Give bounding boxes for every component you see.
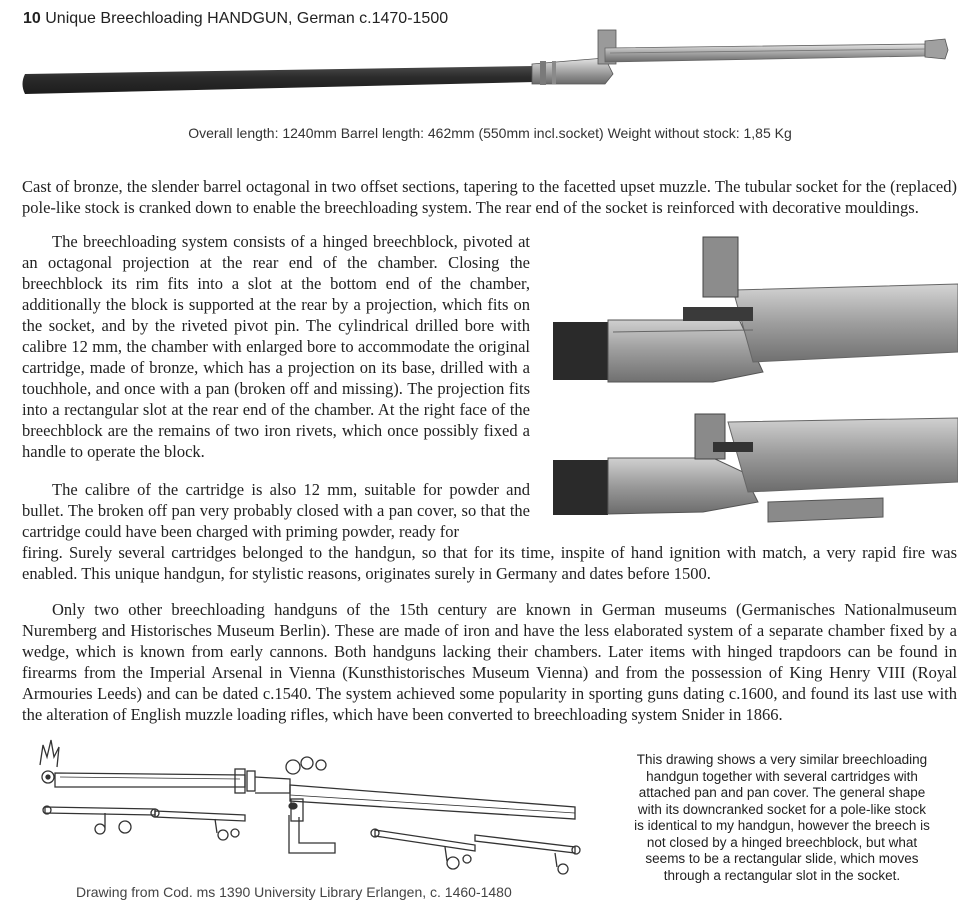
- barrel-detail: [733, 284, 958, 362]
- socket-detail: [608, 317, 763, 382]
- lot-title: [23, 10, 448, 28]
- paragraph-mechanism: The breechloading system consists of a hinged breechblock, pivoted at an octagonal projection at the rear end of the chamber. Closing the breechblock its rim fits into a slot at the bottom end of the chamber, additionally the block is supported at the rear by a projection, which fits on the socket, and by the riveted pivot pin. The cylindrical drilled bore with calibre 12 mm, the chamber with enlarged bore to accommodate the original cartridge, made of bronze, which has a projection on its base, drilled with a touchhole, and once with a pan (broken off and missing). The projection fits into a rectangular slot at the rear end of the chamber. At the right face of the breechblock are the remains of two iron rivets, which once possibly fixed a handle to operate the block.: [22, 232, 530, 461]
- breech-open-photo: [553, 232, 958, 402]
- breechblock-open: [703, 237, 738, 297]
- title-caps: HANDGUN: [207, 10, 289, 27]
- lot-number: 10: [23, 10, 41, 27]
- paragraph-calibre-continued: firing. Surely several cartridges belonged to the handgun, so that for its time, inspite of hand ignition with match, a very rapid fire was enabled. This unique handgun, for stylistic reasons, originates surely in Germany and dates before 1500.: [22, 543, 957, 583]
- cartridge-drawing-4: [475, 835, 575, 853]
- barrel-drawing: [290, 785, 575, 819]
- cartridge-drawing-3: [375, 830, 475, 851]
- cartridge-photo: [768, 498, 883, 522]
- flame-mark: [40, 740, 59, 767]
- cartridge-drawing-1: [45, 807, 155, 815]
- moulding-1: [540, 61, 546, 85]
- barrel: [605, 44, 925, 62]
- title-plain: Unique Breechloading: [45, 10, 208, 27]
- handgun-photo: [20, 28, 955, 108]
- paragraph-other-handguns: Only two other breechloading handguns of the 15th century are known in German museums (Germanisches Nationalmuseum Nuremberg and Historisches Museum Berlin). These are made of iron and have the less elaborated system of a separate chamber fixed by a wedge, which is known from early cannons. Both handguns lacking their chambers. Later items with hinged trapdoors can be found in firearms from the Imperial Arsenal in Vienna (Kunsthistorisches Museum Vienna) and from the possession of King Henry VIII (Royal Armouries Leeds) and can be dated c.1540. The system achieved some popularity in sporting guns dating c.1600, and found its last use with the alteration of English muzzle loading rifles, which have been converted to breechloading system Snider in 1866.: [22, 600, 957, 724]
- paragraph-intro: Cast of bronze, the slender barrel octagonal in two offset sections, tapering to the facetted upset muzzle. The tubular socket for the (replaced) pole-like stock is cranked down to enable the breechloading system. The rear end of the socket is reinforced with decorative mouldings.: [22, 177, 957, 217]
- stock-end: [553, 322, 608, 380]
- stock-drawing: [55, 773, 245, 787]
- pole-stock: [23, 66, 536, 94]
- codex-drawing: [35, 735, 590, 890]
- breech-closed-photo: [553, 412, 958, 542]
- cartridge-drawing-2: [155, 811, 245, 821]
- specs-caption: Overall length: 1240mm Barrel length: 462mm (550mm incl.socket) Weight without stock: 1,85 Kg: [188, 125, 792, 141]
- paragraph-calibre: The calibre of the cartridge is also 12 mm, suitable for powder and bullet. The broken off pan very probably closed with a pan cover, so that the cartridge could have been charged with priming powder, ready for: [22, 480, 530, 541]
- drawing-note: This drawing shows a very similar breechloading handgun together with several cartridges with attached pan and pan cover. The general shape with its downcranked socket for a pole-like stock is identical to my handgun, however the breech is not closed by a hinged breechblock, but what seems to be a rectangular slide, which moves through a rectangular slot in the socket.: [634, 752, 930, 883]
- title-rest: , German c.1470-1500: [288, 10, 449, 27]
- drawing-caption: Drawing from Cod. ms 1390 University Library Erlangen, c. 1460-1480: [76, 884, 512, 900]
- breechblock-closed: [695, 414, 725, 459]
- moulding-2: [552, 61, 556, 84]
- muzzle: [925, 39, 948, 59]
